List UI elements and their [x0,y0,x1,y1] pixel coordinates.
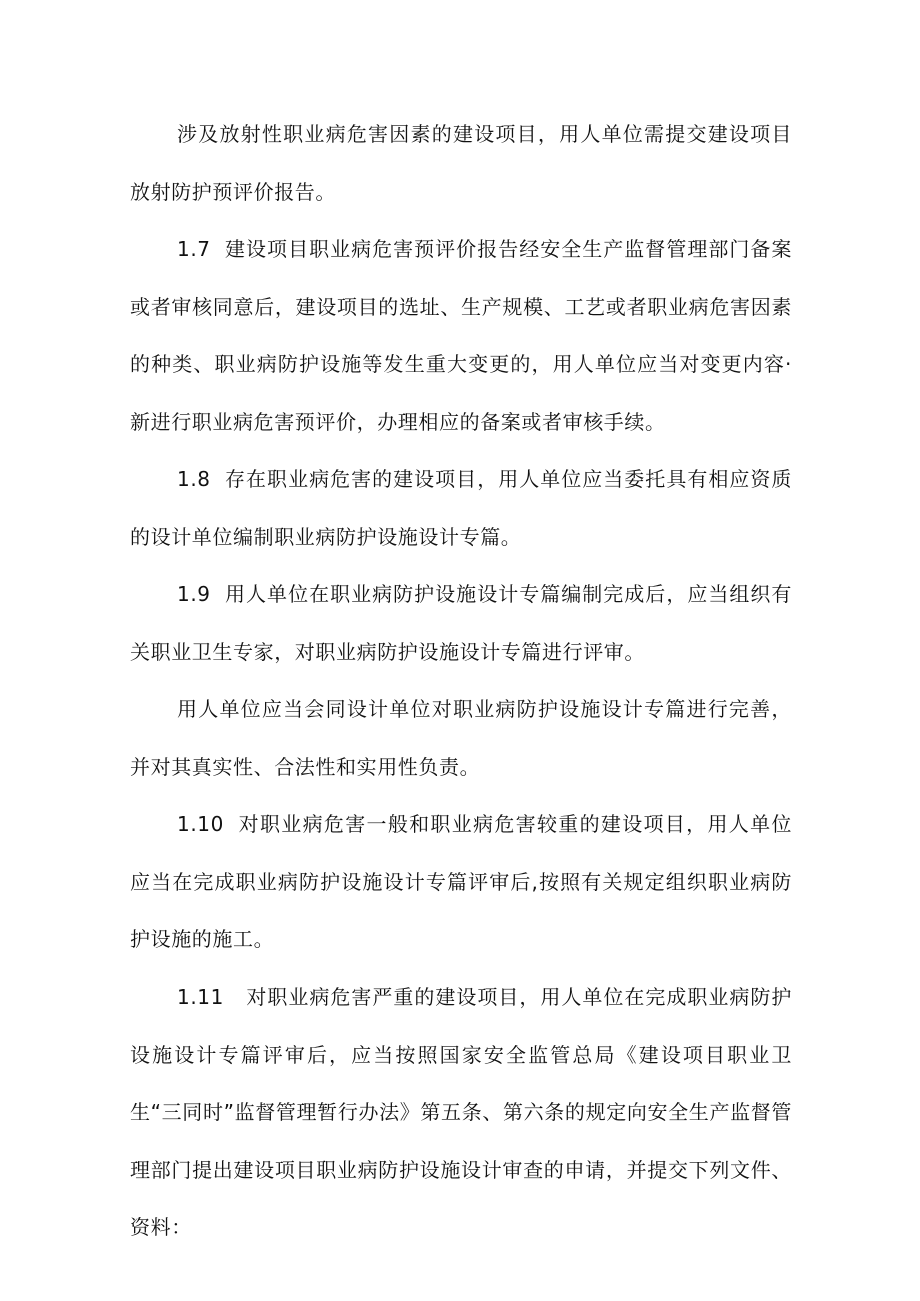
paragraph-design-improvement [130,681,792,796]
paragraph-radiation-preassessment [130,106,792,221]
section-number: 1.11 [177,985,224,1009]
paragraph-1-11 [130,969,792,1257]
paragraph-1-9 [130,566,792,681]
paragraph-text: 用人单位在职业病防护设施设计专篇编制完成后，应当组织有关职业卫生专家，对职业病防护设施设计专篇进行评审。 [130,582,792,664]
paragraph-1-8 [130,451,792,566]
paragraph-text: 用人单位应当会同设计单位对职业病防护设施设计专篇进行完善，并对其真实性、合法性和实用性负责。 [130,697,792,779]
paragraph-text: 对职业病危害一般和职业病危害较重的建设项目，用人单位应当在完成职业病防护设施设计专篇评审后,按照有关规定组织职业病防护设施的施工。 [130,812,792,951]
paragraph-1-10 [130,796,792,969]
paragraph-text: 涉及放射性职业病危害因素的建设项目，用人单位需提交建设项目放射防护预评价报告。 [130,122,792,204]
paragraph-1-7 [130,221,792,451]
section-number: 1.10 [177,812,224,836]
section-number: 1.8 [177,467,211,491]
section-number: 1.7 [177,237,211,261]
paragraph-text: 存在职业病危害的建设项目，用人单位应当委托具有相应资质的设计单位编制职业病防护设施设计专篇。 [130,467,792,549]
section-number: 1.9 [177,582,211,606]
paragraph-text: 建设项目职业病危害预评价报告经安全生产监督管理部门备案或者审核同意后，建设项目的选址、生产规模、工艺或者职业病危害因素的种类、职业病防护设施等发生重大变更的，用人单位应当对变更内容·新进行职业病危害预评价，办理相应的备案或者审核手续。 [130,237,792,434]
paragraph-text: 对职业病危害严重的建设项目，用人单位在完成职业病防护设施设计专篇评审后，应当按照国家安全监管总局《建设项目职业卫生“三同时”监督管理暂行办法》第五条、第六条的规定向安全生产监督管理部门提出建设项目职业病防护设施设计审查的申请，并提交下列文件、资料： [130,985,792,1239]
